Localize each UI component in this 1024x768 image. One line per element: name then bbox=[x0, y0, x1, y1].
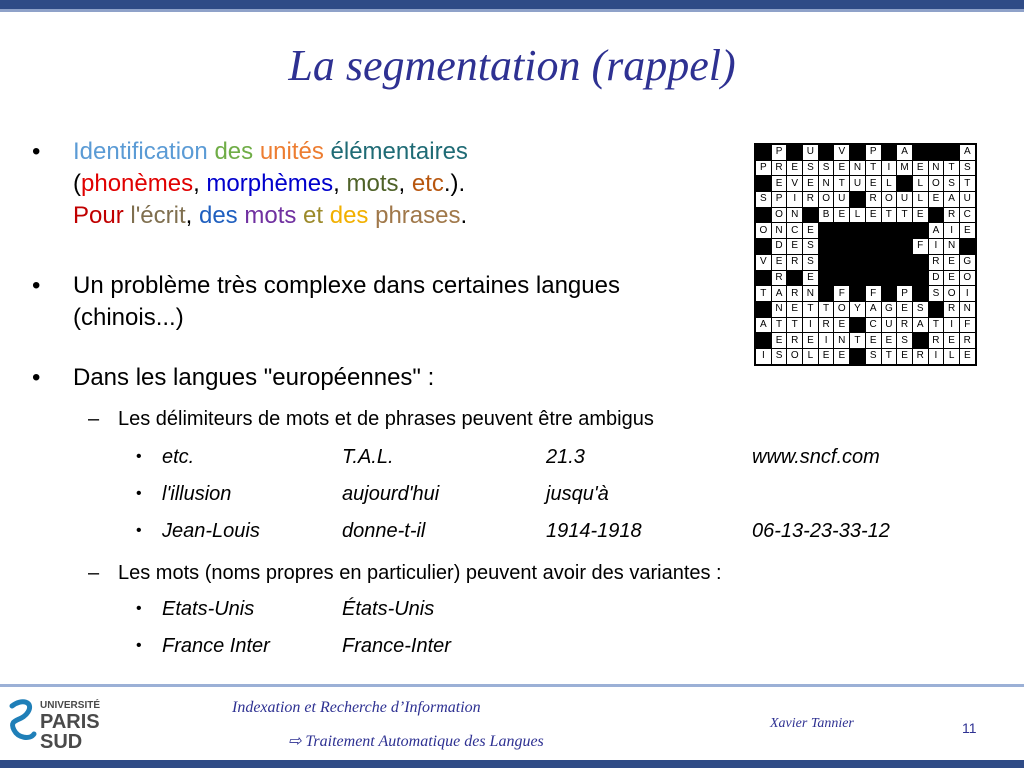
crossword-cell: U bbox=[881, 317, 897, 333]
logo-universite: UNIVERSITÉ bbox=[40, 700, 101, 711]
crossword-cell: R bbox=[771, 270, 787, 286]
crossword-cell: P bbox=[865, 144, 881, 160]
crossword-black-cell bbox=[787, 270, 803, 286]
crossword-black-cell bbox=[834, 223, 850, 239]
crossword-cell: E bbox=[834, 160, 850, 176]
crossword-cell: E bbox=[897, 348, 913, 364]
example-item: donne-t-il bbox=[342, 520, 426, 542]
crossword-black-cell bbox=[755, 333, 771, 349]
bullet-identification-part bbox=[324, 138, 331, 165]
crossword-cell: T bbox=[803, 301, 819, 317]
bullet-identification-part: élémentaires bbox=[330, 138, 468, 165]
crossword-cell: T bbox=[959, 176, 975, 192]
crossword-black-cell bbox=[834, 239, 850, 255]
crossword-black-cell bbox=[850, 239, 866, 255]
crossword-cell: T bbox=[881, 348, 897, 364]
crossword-cell: I bbox=[881, 160, 897, 176]
crossword-cell: T bbox=[928, 317, 944, 333]
crossword-cell: E bbox=[928, 192, 944, 208]
crossword-black-cell bbox=[865, 223, 881, 239]
crossword-cell: T bbox=[771, 317, 787, 333]
crossword-black-cell bbox=[818, 286, 834, 302]
footer-divider bbox=[0, 684, 1024, 687]
crossword-black-cell bbox=[803, 207, 819, 223]
crossword-cell: A bbox=[959, 144, 975, 160]
crossword-cell: O bbox=[787, 348, 803, 364]
crossword-cell: E bbox=[803, 270, 819, 286]
crossword-cell: N bbox=[944, 239, 960, 255]
crossword-cell: A bbox=[928, 223, 944, 239]
example-item: États-Unis bbox=[342, 598, 435, 620]
crossword-cell: A bbox=[912, 317, 928, 333]
crossword-black-cell bbox=[881, 254, 897, 270]
crossword-cell: T bbox=[787, 317, 803, 333]
crossword-cell: I bbox=[755, 348, 771, 364]
crossword-cell: O bbox=[771, 207, 787, 223]
bullet-identification-part: etc bbox=[411, 170, 444, 197]
crossword-black-cell bbox=[881, 286, 897, 302]
crossword-cell: G bbox=[959, 254, 975, 270]
crossword-cell: N bbox=[959, 301, 975, 317]
crossword-cell: R bbox=[787, 333, 803, 349]
crossword-cell: E bbox=[771, 333, 787, 349]
crossword-black-cell bbox=[818, 254, 834, 270]
crossword-cell: E bbox=[865, 207, 881, 223]
crossword-cell: N bbox=[771, 301, 787, 317]
crossword-black-cell bbox=[818, 270, 834, 286]
crossword-black-cell bbox=[912, 333, 928, 349]
crossword-cell: P bbox=[771, 192, 787, 208]
crossword-cell: E bbox=[834, 348, 850, 364]
bullet-identification-part: .). bbox=[443, 170, 466, 197]
crossword-cell: G bbox=[881, 301, 897, 317]
crossword-cell: F bbox=[912, 239, 928, 255]
bullet-marker: • bbox=[136, 522, 142, 539]
crossword-cell: L bbox=[912, 192, 928, 208]
sub-bullet-variants-text: Les mots (noms propres en particulier) peuvent avoir des variantes : bbox=[118, 562, 722, 584]
crossword-cell: E bbox=[881, 333, 897, 349]
bullet-identification-part: des bbox=[198, 202, 238, 229]
example-item: 06-13-23-33-12 bbox=[752, 520, 890, 542]
crossword-cell: I bbox=[928, 348, 944, 364]
crossword-cell: T bbox=[897, 207, 913, 223]
crossword-cell: N bbox=[787, 207, 803, 223]
crossword-cell: R bbox=[944, 207, 960, 223]
crossword-cell: N bbox=[834, 333, 850, 349]
crossword-cell: T bbox=[755, 286, 771, 302]
bullet-identification-part: mots bbox=[346, 170, 399, 197]
example-item: Jean-Louis bbox=[162, 520, 260, 542]
crossword-black-cell bbox=[755, 207, 771, 223]
crossword-cell: C bbox=[865, 317, 881, 333]
crossword-black-cell bbox=[850, 348, 866, 364]
slide-title: La segmentation (rappel) bbox=[288, 41, 736, 90]
bullet-complex-languages-text: Un problème très complexe dans certaines langues (chinois...) bbox=[73, 272, 620, 331]
bullet-identification-part: Pour bbox=[73, 202, 124, 229]
crossword-cell: P bbox=[771, 144, 787, 160]
crossword-cell: L bbox=[944, 348, 960, 364]
crossword-grid bbox=[754, 143, 977, 366]
crossword-black-cell bbox=[881, 223, 897, 239]
crossword-cell: E bbox=[787, 301, 803, 317]
bullet-identification-part: et bbox=[303, 202, 324, 229]
crossword-cell: E bbox=[787, 160, 803, 176]
crossword-cell: I bbox=[818, 333, 834, 349]
example-item: 1914-1918 bbox=[546, 520, 642, 542]
crossword-cell: E bbox=[818, 348, 834, 364]
bullet-identification-part: morphèmes bbox=[206, 170, 334, 197]
crossword-cell: E bbox=[897, 301, 913, 317]
crossword-black-cell bbox=[881, 270, 897, 286]
crossword-cell: U bbox=[897, 192, 913, 208]
sub-bullet-ambiguous-delimiters-text: Les délimiteurs de mots et de phrases peuvent être ambigus bbox=[118, 408, 654, 430]
crossword-cell: F bbox=[959, 317, 975, 333]
crossword-cell: E bbox=[771, 176, 787, 192]
crossword-black-cell bbox=[881, 239, 897, 255]
crossword-black-cell bbox=[865, 239, 881, 255]
crossword-cell: U bbox=[803, 144, 819, 160]
crossword-black-cell bbox=[928, 144, 944, 160]
crossword-cell: R bbox=[787, 286, 803, 302]
bullet-marker: • bbox=[136, 600, 142, 617]
bullet-identification-part: , bbox=[333, 170, 347, 197]
crossword-cell: E bbox=[944, 254, 960, 270]
crossword-cell: O bbox=[755, 223, 771, 239]
bullet-identification-part: , bbox=[185, 202, 199, 229]
crossword-black-cell bbox=[897, 270, 913, 286]
example-item: France-Inter bbox=[342, 635, 451, 657]
example-item: aujourd'hui bbox=[342, 483, 440, 505]
crossword-cell: R bbox=[928, 254, 944, 270]
crossword-cell: S bbox=[959, 160, 975, 176]
crossword-cell: T bbox=[818, 301, 834, 317]
footer-author: Xavier Tannier bbox=[770, 716, 854, 731]
crossword-cell: E bbox=[959, 223, 975, 239]
crossword-cell: L bbox=[912, 176, 928, 192]
crossword-cell: S bbox=[897, 333, 913, 349]
crossword-black-cell bbox=[928, 207, 944, 223]
bullet-marker: • bbox=[136, 485, 142, 502]
crossword-cell: B bbox=[818, 207, 834, 223]
bullet-identification-part: ( bbox=[73, 170, 81, 197]
crossword-cell: S bbox=[771, 348, 787, 364]
crossword-cell: D bbox=[928, 270, 944, 286]
crossword-black-cell bbox=[897, 223, 913, 239]
crossword-black-cell bbox=[818, 144, 834, 160]
crossword-black-cell bbox=[755, 239, 771, 255]
bullet-identification-part: phrases bbox=[375, 202, 461, 229]
sub-bullet-ambiguous-delimiters bbox=[88, 408, 654, 431]
crossword-cell: S bbox=[928, 286, 944, 302]
logo-paris: PARIS bbox=[40, 711, 100, 733]
crossword-cell: U bbox=[834, 192, 850, 208]
logo-sud: SUD bbox=[40, 731, 83, 753]
crossword-cell: I bbox=[944, 317, 960, 333]
crossword-cell: N bbox=[771, 223, 787, 239]
crossword-cell: A bbox=[944, 192, 960, 208]
crossword-black-cell bbox=[944, 144, 960, 160]
footer-course-line2 bbox=[288, 731, 544, 751]
crossword-cell: N bbox=[850, 160, 866, 176]
crossword-cell: O bbox=[944, 286, 960, 302]
example-item: Etats-Unis bbox=[162, 598, 255, 620]
crossword-black-cell bbox=[959, 239, 975, 255]
top-border bbox=[0, 0, 1024, 9]
crossword-black-cell bbox=[928, 301, 944, 317]
crossword-cell: U bbox=[850, 176, 866, 192]
crossword-cell: S bbox=[803, 254, 819, 270]
crossword-cell: T bbox=[850, 333, 866, 349]
crossword-cell: E bbox=[959, 348, 975, 364]
example-item: www.sncf.com bbox=[752, 446, 880, 468]
universite-paris-sud-logo bbox=[6, 696, 116, 754]
crossword-black-cell bbox=[755, 270, 771, 286]
crossword-cell: R bbox=[771, 160, 787, 176]
crossword-cell: E bbox=[803, 333, 819, 349]
dash-marker: – bbox=[88, 562, 100, 584]
right-arrow-icon: ⇨ bbox=[288, 733, 302, 750]
bullet-marker: • bbox=[136, 448, 142, 465]
crossword-cell: E bbox=[771, 254, 787, 270]
bullet-marker: • bbox=[32, 364, 41, 391]
sub-bullet-variants bbox=[88, 562, 722, 585]
example-item: France Inter bbox=[162, 635, 270, 657]
crossword-cell: T bbox=[834, 176, 850, 192]
crossword-cell: T bbox=[865, 160, 881, 176]
bullet-identification-part: Identification bbox=[73, 138, 208, 165]
crossword-black-cell bbox=[818, 223, 834, 239]
crossword-black-cell bbox=[755, 176, 771, 192]
example-item: 21.3 bbox=[546, 446, 585, 468]
crossword-cell: E bbox=[865, 333, 881, 349]
crossword-black-cell bbox=[834, 254, 850, 270]
crossword-black-cell bbox=[755, 144, 771, 160]
crossword-cell: S bbox=[912, 301, 928, 317]
crossword-cell: E bbox=[912, 160, 928, 176]
bullet-identification-part bbox=[323, 202, 330, 229]
crossword-cell: S bbox=[755, 192, 771, 208]
bullet-marker: • bbox=[32, 138, 41, 165]
crossword-black-cell bbox=[881, 144, 897, 160]
crossword-black-cell bbox=[912, 144, 928, 160]
crossword-cell: O bbox=[881, 192, 897, 208]
crossword-cell: T bbox=[881, 207, 897, 223]
crossword-cell: C bbox=[787, 223, 803, 239]
crossword-cell: R bbox=[897, 317, 913, 333]
page-number: 11 bbox=[962, 720, 977, 736]
crossword-black-cell bbox=[850, 254, 866, 270]
crossword-black-cell bbox=[912, 270, 928, 286]
crossword-black-cell bbox=[897, 254, 913, 270]
bullet-marker: • bbox=[32, 272, 41, 299]
footer-course-line1: Indexation et Recherche d’Information bbox=[232, 699, 481, 716]
crossword-cell: R bbox=[803, 192, 819, 208]
crossword-black-cell bbox=[850, 192, 866, 208]
crossword-cell: M bbox=[897, 160, 913, 176]
crossword-cell: R bbox=[787, 254, 803, 270]
top-border-accent bbox=[0, 9, 1024, 12]
crossword-cell: N bbox=[818, 176, 834, 192]
crossword-cell: P bbox=[897, 286, 913, 302]
crossword-cell: S bbox=[803, 239, 819, 255]
crossword-black-cell bbox=[834, 270, 850, 286]
crossword-cell: S bbox=[944, 176, 960, 192]
crossword-cell: N bbox=[928, 160, 944, 176]
bullet-identification-part: unités bbox=[259, 138, 324, 165]
crossword-cell: Y bbox=[850, 301, 866, 317]
bullet-identification-part bbox=[253, 138, 260, 165]
crossword-cell: A bbox=[897, 144, 913, 160]
bullet-identification-part: mots bbox=[244, 202, 297, 229]
crossword-cell: E bbox=[865, 176, 881, 192]
crossword-cell: S bbox=[865, 348, 881, 364]
crossword-cell: I bbox=[959, 286, 975, 302]
crossword-black-cell bbox=[912, 254, 928, 270]
crossword-cell: F bbox=[834, 286, 850, 302]
crossword-cell: E bbox=[944, 333, 960, 349]
example-item: l'illusion bbox=[162, 483, 232, 505]
bullet-identification-part: , bbox=[398, 170, 412, 197]
crossword-cell: L bbox=[850, 207, 866, 223]
bullet-identification-part: des bbox=[329, 202, 369, 229]
crossword-cell: E bbox=[803, 176, 819, 192]
crossword-cell: U bbox=[959, 192, 975, 208]
footer-course-line2-text: Traitement Automatique des Langues bbox=[305, 733, 544, 750]
crossword-cell: E bbox=[912, 207, 928, 223]
crossword-black-cell bbox=[897, 239, 913, 255]
crossword-black-cell bbox=[850, 317, 866, 333]
crossword-cell: N bbox=[803, 286, 819, 302]
crossword-black-cell bbox=[787, 144, 803, 160]
crossword-cell: S bbox=[803, 160, 819, 176]
crossword-black-cell bbox=[865, 270, 881, 286]
crossword-cell: R bbox=[959, 333, 975, 349]
crossword-cell: S bbox=[818, 160, 834, 176]
crossword-black-cell bbox=[755, 301, 771, 317]
bullet-european-languages-text: Dans les langues "européennes" : bbox=[73, 364, 435, 391]
crossword-cell: F bbox=[865, 286, 881, 302]
bullet-identification-text bbox=[73, 136, 723, 232]
bullet-identification-part: , bbox=[193, 170, 207, 197]
crossword-cell: I bbox=[787, 192, 803, 208]
crossword-cell: O bbox=[928, 176, 944, 192]
crossword-cell: E bbox=[834, 317, 850, 333]
crossword-black-cell bbox=[850, 223, 866, 239]
example-item: jusqu'à bbox=[546, 483, 609, 505]
crossword-cell: L bbox=[881, 176, 897, 192]
crossword-cell: E bbox=[834, 207, 850, 223]
crossword-cell: O bbox=[834, 301, 850, 317]
crossword-cell: R bbox=[912, 348, 928, 364]
crossword-cell: I bbox=[928, 239, 944, 255]
bullet-marker: • bbox=[136, 637, 142, 654]
crossword-cell: E bbox=[787, 239, 803, 255]
bullet-identification-part: l'écrit bbox=[130, 202, 186, 229]
crossword-cell: O bbox=[959, 270, 975, 286]
crossword-cell: R bbox=[928, 333, 944, 349]
crossword-black-cell bbox=[912, 223, 928, 239]
example-item: etc. bbox=[162, 446, 195, 468]
bullet-identification-part: . bbox=[460, 202, 468, 229]
crossword-cell: I bbox=[944, 223, 960, 239]
crossword-black-cell bbox=[912, 286, 928, 302]
crossword-cell: I bbox=[803, 317, 819, 333]
crossword-image bbox=[754, 143, 977, 366]
crossword-cell: L bbox=[803, 348, 819, 364]
crossword-cell: T bbox=[944, 160, 960, 176]
crossword-black-cell bbox=[897, 176, 913, 192]
crossword-cell: E bbox=[944, 270, 960, 286]
crossword-cell: O bbox=[818, 192, 834, 208]
crossword-cell: R bbox=[944, 301, 960, 317]
bottom-border bbox=[0, 760, 1024, 768]
crossword-cell: C bbox=[959, 207, 975, 223]
crossword-cell: R bbox=[818, 317, 834, 333]
crossword-black-cell bbox=[865, 254, 881, 270]
crossword-cell: A bbox=[755, 317, 771, 333]
crossword-cell: R bbox=[865, 192, 881, 208]
crossword-cell: P bbox=[755, 160, 771, 176]
crossword-cell: V bbox=[787, 176, 803, 192]
bullet-identification-part: des bbox=[214, 138, 254, 165]
crossword-black-cell bbox=[850, 144, 866, 160]
crossword-cell: D bbox=[771, 239, 787, 255]
crossword-cell: A bbox=[865, 301, 881, 317]
crossword-black-cell bbox=[850, 286, 866, 302]
crossword-cell: E bbox=[803, 223, 819, 239]
dash-marker: – bbox=[88, 408, 100, 430]
crossword-black-cell bbox=[850, 270, 866, 286]
crossword-cell: A bbox=[771, 286, 787, 302]
example-item: T.A.L. bbox=[342, 446, 394, 468]
crossword-cell: V bbox=[755, 254, 771, 270]
crossword-cell: V bbox=[834, 144, 850, 160]
crossword-black-cell bbox=[818, 239, 834, 255]
bullet-identification-part: phonèmes bbox=[81, 170, 194, 197]
